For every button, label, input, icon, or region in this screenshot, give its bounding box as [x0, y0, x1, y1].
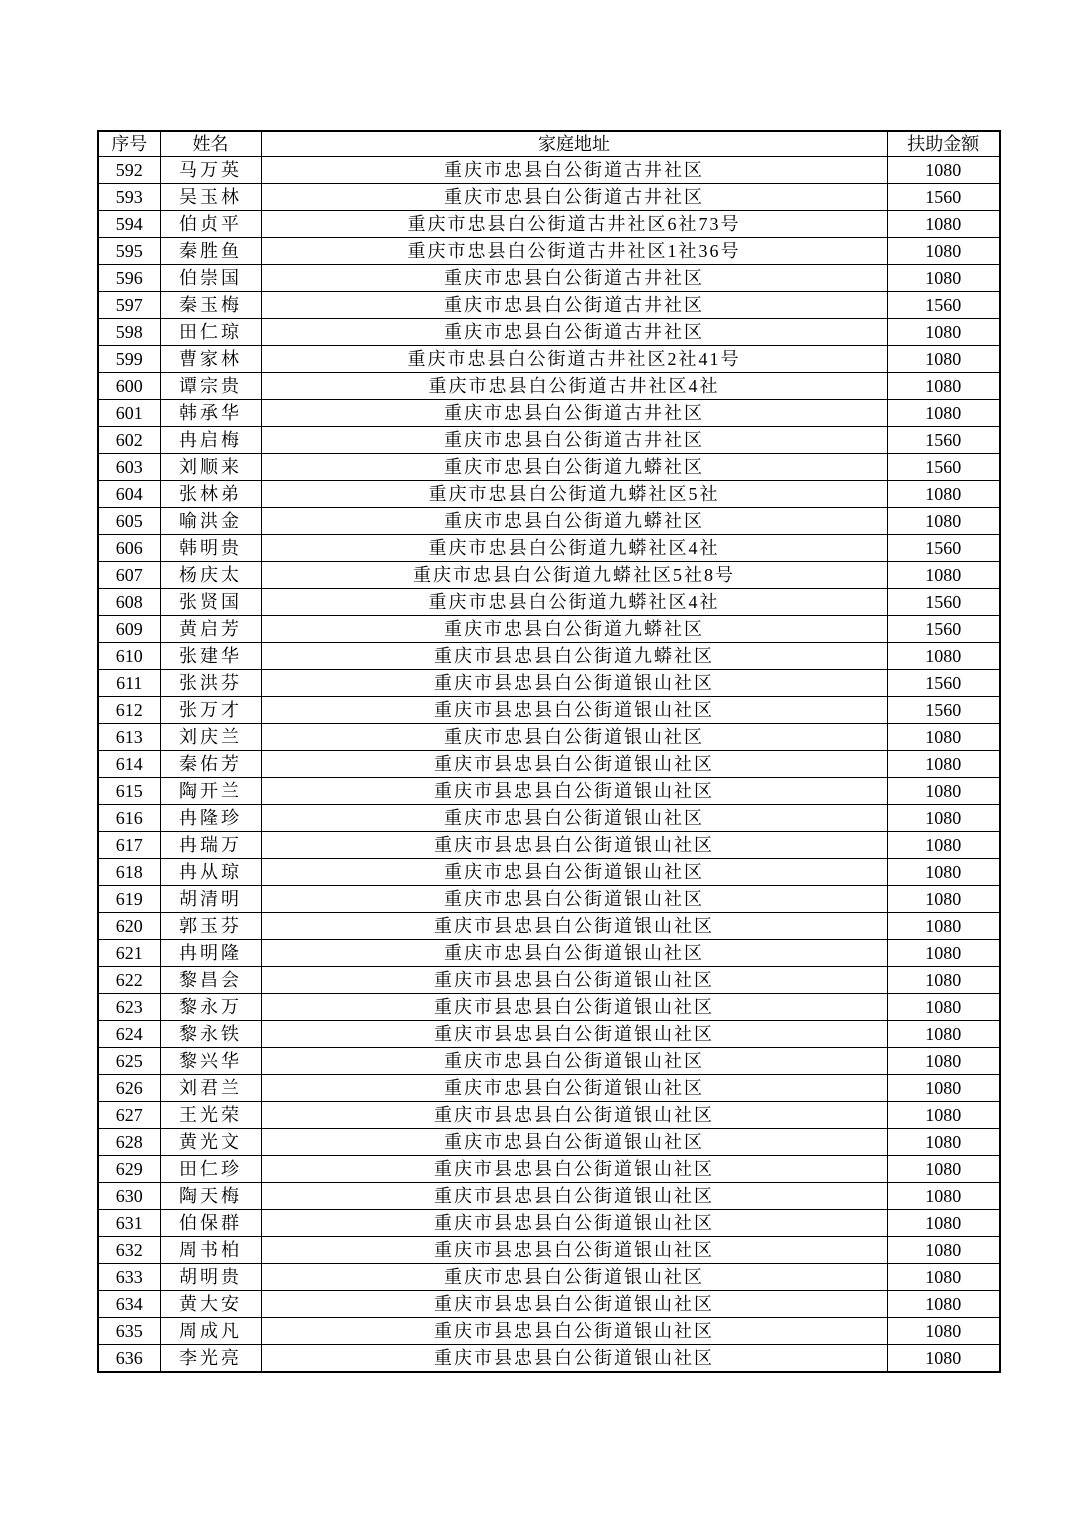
cell-address: 重庆市县忠县白公街道银山社区: [261, 751, 887, 778]
table-row: [98, 292, 1000, 319]
cell-index: 614: [98, 751, 160, 778]
cell-name: 周成凡: [160, 1318, 261, 1345]
cell-address: 重庆市忠县白公街道银山社区: [261, 1129, 887, 1156]
cell-index: 599: [98, 346, 160, 373]
cell-index: 634: [98, 1291, 160, 1318]
cell-address: 重庆市忠县白公街道古井社区: [261, 427, 887, 454]
cell-address: 重庆市忠县白公街道古井社区: [261, 184, 887, 211]
cell-name: 马万英: [160, 157, 261, 184]
cell-name: 黎永铁: [160, 1021, 261, 1048]
cell-name: 冉隆珍: [160, 805, 261, 832]
cell-amount: 1080: [887, 859, 1000, 886]
cell-name: 曹家林: [160, 346, 261, 373]
table-row: [98, 643, 1000, 670]
cell-name: 黎永万: [160, 994, 261, 1021]
cell-index: 633: [98, 1264, 160, 1291]
cell-address: 重庆市县忠县白公街道银山社区: [261, 1345, 887, 1373]
cell-amount: 1080: [887, 1156, 1000, 1183]
cell-index: 620: [98, 913, 160, 940]
cell-amount: 1560: [887, 616, 1000, 643]
cell-amount: 1080: [887, 1048, 1000, 1075]
table-row: [98, 724, 1000, 751]
cell-name: 周书柏: [160, 1237, 261, 1264]
table-row: [98, 373, 1000, 400]
cell-address: 重庆市县忠县白公街道银山社区: [261, 1156, 887, 1183]
cell-address: 重庆市忠县白公街道古井社区: [261, 292, 887, 319]
cell-name: 冉从琼: [160, 859, 261, 886]
table-row: [98, 1210, 1000, 1237]
cell-name: 黎兴华: [160, 1048, 261, 1075]
cell-address: 重庆市忠县白公街道古井社区2社41号: [261, 346, 887, 373]
cell-index: 629: [98, 1156, 160, 1183]
cell-name: 张贤国: [160, 589, 261, 616]
table-row: [98, 751, 1000, 778]
cell-amount: 1080: [887, 913, 1000, 940]
cell-amount: 1080: [887, 1237, 1000, 1264]
cell-index: 630: [98, 1183, 160, 1210]
cell-amount: 1080: [887, 157, 1000, 184]
cell-name: 伯崇国: [160, 265, 261, 292]
cell-name: 谭宗贵: [160, 373, 261, 400]
table-row: [98, 1075, 1000, 1102]
cell-index: 635: [98, 1318, 160, 1345]
cell-index: 598: [98, 319, 160, 346]
cell-address: 重庆市县忠县白公街道银山社区: [261, 697, 887, 724]
table-row: [98, 535, 1000, 562]
cell-index: 626: [98, 1075, 160, 1102]
cell-name: 刘顺来: [160, 454, 261, 481]
table-row: [98, 400, 1000, 427]
cell-name: 黎昌会: [160, 967, 261, 994]
cell-amount: 1080: [887, 967, 1000, 994]
cell-address: 重庆市县忠县白公街道银山社区: [261, 1318, 887, 1345]
cell-index: 600: [98, 373, 160, 400]
cell-address: 重庆市忠县白公街道古井社区6社73号: [261, 211, 887, 238]
cell-name: 李光亮: [160, 1345, 261, 1373]
cell-name: 韩明贵: [160, 535, 261, 562]
cell-amount: 1080: [887, 1183, 1000, 1210]
table-row: [98, 1345, 1000, 1373]
cell-amount: 1560: [887, 427, 1000, 454]
cell-address: 重庆市忠县白公街道古井社区: [261, 157, 887, 184]
cell-name: 张洪芬: [160, 670, 261, 697]
cell-index: 601: [98, 400, 160, 427]
cell-address: 重庆市忠县白公街道九蟒社区: [261, 454, 887, 481]
cell-index: 622: [98, 967, 160, 994]
header-amount: 扶助金额: [887, 131, 1000, 157]
cell-name: 郭玉芬: [160, 913, 261, 940]
cell-name: 黄光文: [160, 1129, 261, 1156]
table-row: [98, 1021, 1000, 1048]
table-row: [98, 1102, 1000, 1129]
cell-name: 冉明隆: [160, 940, 261, 967]
cell-address: 重庆市忠县白公街道银山社区: [261, 859, 887, 886]
cell-index: 607: [98, 562, 160, 589]
cell-name: 田仁珍: [160, 1156, 261, 1183]
cell-amount: 1080: [887, 751, 1000, 778]
cell-address: 重庆市县忠县白公街道银山社区: [261, 1021, 887, 1048]
table-row: [98, 886, 1000, 913]
cell-amount: 1080: [887, 886, 1000, 913]
cell-name: 黄大安: [160, 1291, 261, 1318]
cell-amount: 1080: [887, 1129, 1000, 1156]
cell-amount: 1080: [887, 562, 1000, 589]
table-row: [98, 1237, 1000, 1264]
cell-amount: 1080: [887, 1318, 1000, 1345]
cell-index: 618: [98, 859, 160, 886]
cell-amount: 1080: [887, 319, 1000, 346]
table-row: [98, 1048, 1000, 1075]
cell-amount: 1080: [887, 211, 1000, 238]
cell-address: 重庆市忠县白公街道九蟒社区: [261, 508, 887, 535]
cell-amount: 1080: [887, 994, 1000, 1021]
cell-address: 重庆市忠县白公街道九蟒社区5社: [261, 481, 887, 508]
table-header: [98, 131, 1000, 157]
cell-name: 秦玉梅: [160, 292, 261, 319]
cell-name: 冉启梅: [160, 427, 261, 454]
cell-index: 612: [98, 697, 160, 724]
cell-amount: 1080: [887, 400, 1000, 427]
cell-index: 616: [98, 805, 160, 832]
cell-address: 重庆市忠县白公街道银山社区: [261, 805, 887, 832]
header-address: 家庭地址: [261, 131, 887, 157]
cell-amount: 1080: [887, 1102, 1000, 1129]
cell-amount: 1560: [887, 454, 1000, 481]
cell-index: 611: [98, 670, 160, 697]
cell-address: 重庆市县忠县白公街道银山社区: [261, 1183, 887, 1210]
cell-index: 592: [98, 157, 160, 184]
table-row: [98, 859, 1000, 886]
cell-index: 594: [98, 211, 160, 238]
cell-name: 刘君兰: [160, 1075, 261, 1102]
cell-index: 624: [98, 1021, 160, 1048]
cell-amount: 1560: [887, 697, 1000, 724]
table-row: [98, 616, 1000, 643]
cell-amount: 1560: [887, 292, 1000, 319]
table-row: [98, 427, 1000, 454]
cell-name: 田仁琼: [160, 319, 261, 346]
table-row: [98, 157, 1000, 184]
cell-name: 韩承华: [160, 400, 261, 427]
table-row: [98, 1156, 1000, 1183]
table-row: [98, 319, 1000, 346]
cell-name: 伯贞平: [160, 211, 261, 238]
cell-index: 603: [98, 454, 160, 481]
cell-address: 重庆市县忠县白公街道银山社区: [261, 832, 887, 859]
cell-index: 605: [98, 508, 160, 535]
cell-index: 627: [98, 1102, 160, 1129]
cell-amount: 1080: [887, 643, 1000, 670]
cell-amount: 1560: [887, 535, 1000, 562]
cell-address: 重庆市县忠县白公街道银山社区: [261, 1237, 887, 1264]
table-row: [98, 508, 1000, 535]
cell-index: 619: [98, 886, 160, 913]
table-row: [98, 1318, 1000, 1345]
header-index: 序号: [98, 131, 160, 157]
cell-name: 伯保群: [160, 1210, 261, 1237]
cell-index: 610: [98, 643, 160, 670]
cell-amount: 1080: [887, 724, 1000, 751]
cell-amount: 1080: [887, 1075, 1000, 1102]
cell-address: 重庆市忠县白公街道银山社区: [261, 886, 887, 913]
cell-index: 617: [98, 832, 160, 859]
table-row: [98, 238, 1000, 265]
cell-name: 胡清明: [160, 886, 261, 913]
table-row: [98, 589, 1000, 616]
cell-address: 重庆市忠县白公街道九蟒社区4社: [261, 535, 887, 562]
table-row: [98, 967, 1000, 994]
cell-address: 重庆市县忠县白公街道银山社区: [261, 778, 887, 805]
table-row: [98, 454, 1000, 481]
cell-name: 陶天梅: [160, 1183, 261, 1210]
table-row: [98, 184, 1000, 211]
cell-index: 609: [98, 616, 160, 643]
table-row: [98, 697, 1000, 724]
cell-address: 重庆市县忠县白公街道银山社区: [261, 1291, 887, 1318]
cell-index: 628: [98, 1129, 160, 1156]
cell-address: 重庆市县忠县白公街道银山社区: [261, 1210, 887, 1237]
cell-address: 重庆市忠县白公街道银山社区: [261, 1264, 887, 1291]
table-row: [98, 994, 1000, 1021]
cell-name: 吴玉林: [160, 184, 261, 211]
header-row: [98, 131, 1000, 157]
table-body: [98, 157, 1000, 1373]
cell-name: 张林弟: [160, 481, 261, 508]
cell-index: 623: [98, 994, 160, 1021]
cell-name: 黄启芳: [160, 616, 261, 643]
cell-address: 重庆市县忠县白公街道银山社区: [261, 994, 887, 1021]
cell-address: 重庆市忠县白公街道古井社区4社: [261, 373, 887, 400]
cell-address: 重庆市忠县白公街道九蟒社区5社8号: [261, 562, 887, 589]
cell-index: 602: [98, 427, 160, 454]
cell-address: 重庆市忠县白公街道银山社区: [261, 940, 887, 967]
table-row: [98, 670, 1000, 697]
cell-address: 重庆市忠县白公街道古井社区1社36号: [261, 238, 887, 265]
cell-index: 606: [98, 535, 160, 562]
cell-index: 596: [98, 265, 160, 292]
cell-index: 615: [98, 778, 160, 805]
cell-amount: 1080: [887, 778, 1000, 805]
cell-index: 636: [98, 1345, 160, 1373]
cell-amount: 1080: [887, 805, 1000, 832]
cell-amount: 1560: [887, 589, 1000, 616]
cell-name: 秦胜鱼: [160, 238, 261, 265]
table-row: [98, 1183, 1000, 1210]
cell-amount: 1080: [887, 481, 1000, 508]
cell-amount: 1080: [887, 1021, 1000, 1048]
cell-address: 重庆市忠县白公街道银山社区: [261, 1048, 887, 1075]
cell-amount: 1560: [887, 184, 1000, 211]
cell-index: 613: [98, 724, 160, 751]
cell-address: 重庆市县忠县白公街道银山社区: [261, 1102, 887, 1129]
table-row: [98, 778, 1000, 805]
cell-address: 重庆市忠县白公街道九蟒社区: [261, 616, 887, 643]
cell-address: 重庆市忠县白公街道古井社区: [261, 319, 887, 346]
table-row: [98, 211, 1000, 238]
table-row: [98, 805, 1000, 832]
table-row: [98, 1264, 1000, 1291]
cell-address: 重庆市忠县白公街道银山社区: [261, 724, 887, 751]
cell-index: 595: [98, 238, 160, 265]
table-row: [98, 832, 1000, 859]
table-row: [98, 562, 1000, 589]
cell-amount: 1080: [887, 1345, 1000, 1373]
cell-name: 秦佑芳: [160, 751, 261, 778]
cell-amount: 1080: [887, 832, 1000, 859]
cell-name: 张万才: [160, 697, 261, 724]
cell-name: 杨庆太: [160, 562, 261, 589]
table-row: [98, 1291, 1000, 1318]
table-row: [98, 913, 1000, 940]
cell-name: 王光荣: [160, 1102, 261, 1129]
cell-name: 陶开兰: [160, 778, 261, 805]
cell-amount: 1080: [887, 346, 1000, 373]
cell-address: 重庆市县忠县白公街道银山社区: [261, 913, 887, 940]
cell-index: 608: [98, 589, 160, 616]
cell-name: 胡明贵: [160, 1264, 261, 1291]
cell-address: 重庆市县忠县白公街道九蟒社区: [261, 643, 887, 670]
cell-index: 593: [98, 184, 160, 211]
cell-index: 597: [98, 292, 160, 319]
cell-name: 冉瑞万: [160, 832, 261, 859]
cell-amount: 1080: [887, 1210, 1000, 1237]
table-row: [98, 1129, 1000, 1156]
cell-name: 喻洪金: [160, 508, 261, 535]
cell-address: 重庆市忠县白公街道银山社区: [261, 1075, 887, 1102]
cell-amount: 1080: [887, 1264, 1000, 1291]
cell-amount: 1560: [887, 670, 1000, 697]
cell-index: 631: [98, 1210, 160, 1237]
cell-address: 重庆市县忠县白公街道银山社区: [261, 967, 887, 994]
cell-amount: 1080: [887, 508, 1000, 535]
table-row: [98, 265, 1000, 292]
cell-name: 张建华: [160, 643, 261, 670]
cell-amount: 1080: [887, 940, 1000, 967]
cell-amount: 1080: [887, 238, 1000, 265]
cell-address: 重庆市忠县白公街道九蟒社区4社: [261, 589, 887, 616]
cell-index: 625: [98, 1048, 160, 1075]
cell-address: 重庆市忠县白公街道古井社区: [261, 400, 887, 427]
cell-amount: 1080: [887, 1291, 1000, 1318]
assistance-table: [97, 130, 1001, 1373]
cell-amount: 1080: [887, 265, 1000, 292]
cell-index: 632: [98, 1237, 160, 1264]
cell-index: 604: [98, 481, 160, 508]
table-row: [98, 481, 1000, 508]
header-name: 姓名: [160, 131, 261, 157]
cell-address: 重庆市忠县白公街道古井社区: [261, 265, 887, 292]
cell-address: 重庆市县忠县白公街道银山社区: [261, 670, 887, 697]
table-row: [98, 940, 1000, 967]
table-row: [98, 346, 1000, 373]
cell-amount: 1080: [887, 373, 1000, 400]
cell-index: 621: [98, 940, 160, 967]
cell-name: 刘庆兰: [160, 724, 261, 751]
